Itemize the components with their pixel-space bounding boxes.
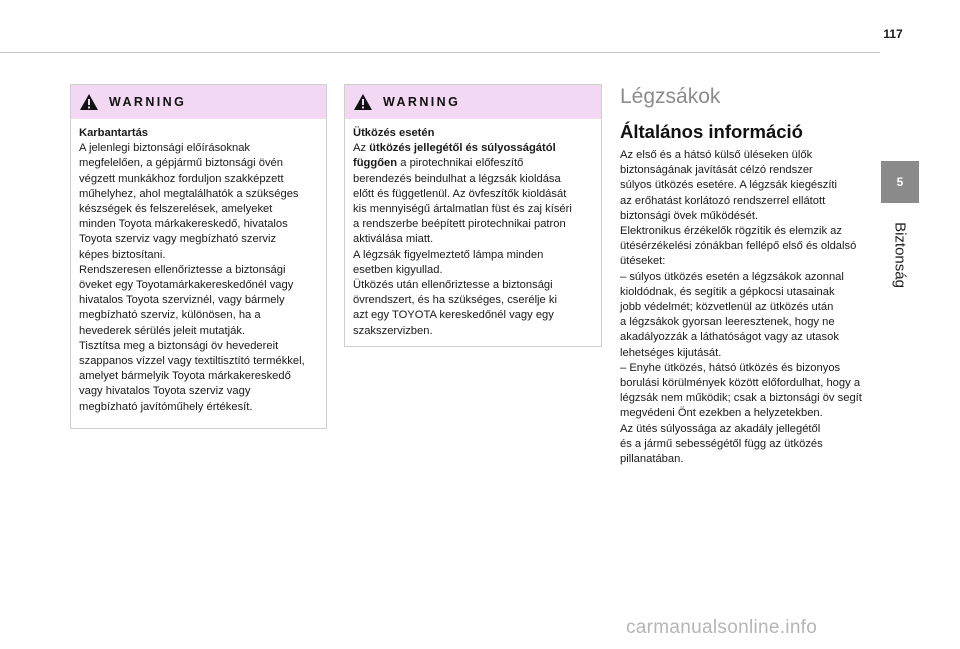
text-line: övrendszert, és ha szükséges, cserélje ki <box>353 294 557 307</box>
text-line: akadályozzák a láthatóságot vagy az utasok <box>620 331 839 344</box>
text-line: és a jármű sebességétől függ az ütközés <box>620 437 823 450</box>
intro-bold-2: függően <box>353 157 398 170</box>
text-line: jobb védelmét; közvetlenül az ütközés után <box>620 301 834 314</box>
warning-triangle-icon <box>79 93 99 111</box>
text-line: aktiválása miatt. <box>353 233 434 246</box>
text-line: Ütközés után ellenőriztesse a biztonsági <box>353 279 553 292</box>
text-line: Az ütés súlyossága az akadály jellegétől <box>620 422 821 435</box>
warning-lines <box>353 172 593 339</box>
warning-title: Karbantartás <box>79 127 149 139</box>
text-line: Az első és a hátsó külső üléseken ülők <box>620 149 813 161</box>
page-number: 117 <box>883 27 903 41</box>
text-line: megbízható javítóműhely értékesít. <box>79 400 253 413</box>
warning-box-maintenance <box>70 84 327 429</box>
text-line: végzett munkákhoz forduljon szakképzett <box>79 172 284 185</box>
chapter-title <box>880 210 920 300</box>
text-line: – Enyhe ütközés, hátsó ütközés és bizonyos <box>620 361 841 374</box>
text-line: esetben kigyullad. <box>353 263 443 276</box>
warning-label: WARNING <box>109 95 187 109</box>
text-line: a rendszerbe beépített pirotechnikai patron <box>353 218 566 231</box>
text-line: – súlyos ütközés esetén a légzsákok azonnal <box>620 270 844 283</box>
text-line: képes biztosítani. <box>79 248 166 261</box>
chapter-title-text: Biztonság <box>891 222 909 288</box>
text-line: azt egy TOYOTA kereskedőnél vagy egy <box>353 309 554 322</box>
text-line: megbízható szerviz, különösen, ha a <box>79 309 261 322</box>
text-line: borulási körülmények között előfordulhat, hogy a <box>620 377 861 390</box>
text-line: Toyota szerviz vagy megbízható szerviz <box>79 233 277 246</box>
section-body <box>620 148 880 467</box>
text-line: Elektronikus érzékelők rögzítik és elemzik az <box>620 225 842 238</box>
warning-lines <box>79 141 318 415</box>
text-line: az erőhatást korlátozó rendszerrel ellátott <box>620 194 826 207</box>
text-line: légzsák nem működik; csak a biztonsági öv segít <box>620 392 862 405</box>
text-line: szakszervizben. <box>353 324 433 337</box>
watermark: carmanualsonline.info <box>626 617 818 638</box>
text-line: minden Toyota márkakereskedő, hivatalos <box>79 218 288 231</box>
text-line: lehetséges kijutását. <box>620 346 722 359</box>
text-line: öveket egy Toyotamárkakereskedőnél vagy <box>79 279 294 292</box>
warning-body <box>345 119 601 339</box>
warning-intro-line-1 <box>353 141 593 156</box>
warning-label: WARNING <box>383 95 461 109</box>
header-divider <box>0 52 880 53</box>
text-line: ütéseket: <box>620 255 666 268</box>
text-line: vagy hivatalos Toyota szerviz vagy <box>79 385 251 398</box>
text-line: megfelelően, a gépjármű biztonsági övén <box>79 157 283 170</box>
text-line: ütésérzékelési zónákban fellépő első és oldalsó <box>620 240 857 253</box>
warning-body <box>71 119 326 415</box>
warning-title: Ütközés esetén <box>353 127 435 139</box>
text-line: a légzsákok gyorsan leeresztenek, hogy ne <box>620 316 835 329</box>
text-line: előtt és függetlenül. Az övfeszítők kioldását <box>353 187 567 200</box>
warning-box-collision <box>344 84 602 347</box>
text-line: készségek és felszerelések, amelyeket <box>79 203 273 216</box>
text-line: A légzsák figyelmeztető lámpa minden <box>353 248 544 261</box>
intro-prefix: Az <box>353 142 370 155</box>
intro-bold-1: ütközés jellegétől és súlyosságától <box>369 142 556 155</box>
text-line: A jelenlegi biztonsági előírásoknak <box>79 142 251 155</box>
warning-triangle-icon <box>353 93 373 111</box>
warning-header <box>345 85 601 119</box>
text-line: súlyos ütközés esetére. A légzsák kiegészíti <box>620 179 838 192</box>
text-line: berendezés beindulhat a légzsák kioldása <box>353 172 561 185</box>
text-line: Rendszeresen ellenőriztesse a biztonsági <box>79 263 286 276</box>
chapter-tab[interactable]: 5 <box>881 161 919 203</box>
text-line: biztonságának javítását célzó rendszer <box>620 164 813 177</box>
text-line: hevederek sérülés jeleit mutatják. <box>79 324 246 337</box>
section-subtitle: Általános információ <box>620 121 803 142</box>
text-line: megvédeni Önt ezekben a helyzetekben. <box>620 407 823 420</box>
text-line: szappanos vízzel vagy textiltisztító termékkel, <box>79 355 305 368</box>
text-line: hivatalos Toyota szerviznél, vagy bármely <box>79 294 285 307</box>
text-line: Tisztítsa meg a biztonsági öv hevedereit <box>79 339 279 352</box>
warning-header <box>71 85 326 119</box>
text-line: műhelyhez, ahol megtalálhatók a szükséges <box>79 187 299 200</box>
text-line: amelyet bármelyik Toyota márkakereskedő <box>79 370 291 383</box>
intro-rest: a pirotechnikai előfeszítő <box>397 157 524 170</box>
text-line: biztonsági övek működését. <box>620 209 759 222</box>
section-title: Légzsákok <box>620 85 721 108</box>
text-line: pillanatában. <box>620 453 684 466</box>
text-line: kioldódnak, és segítik a gépkocsi utasainak <box>620 285 835 298</box>
text-line: kis mennyiségű ártalmatlan füst és zaj kíséri <box>353 203 572 216</box>
warning-intro-line-2 <box>353 156 593 171</box>
